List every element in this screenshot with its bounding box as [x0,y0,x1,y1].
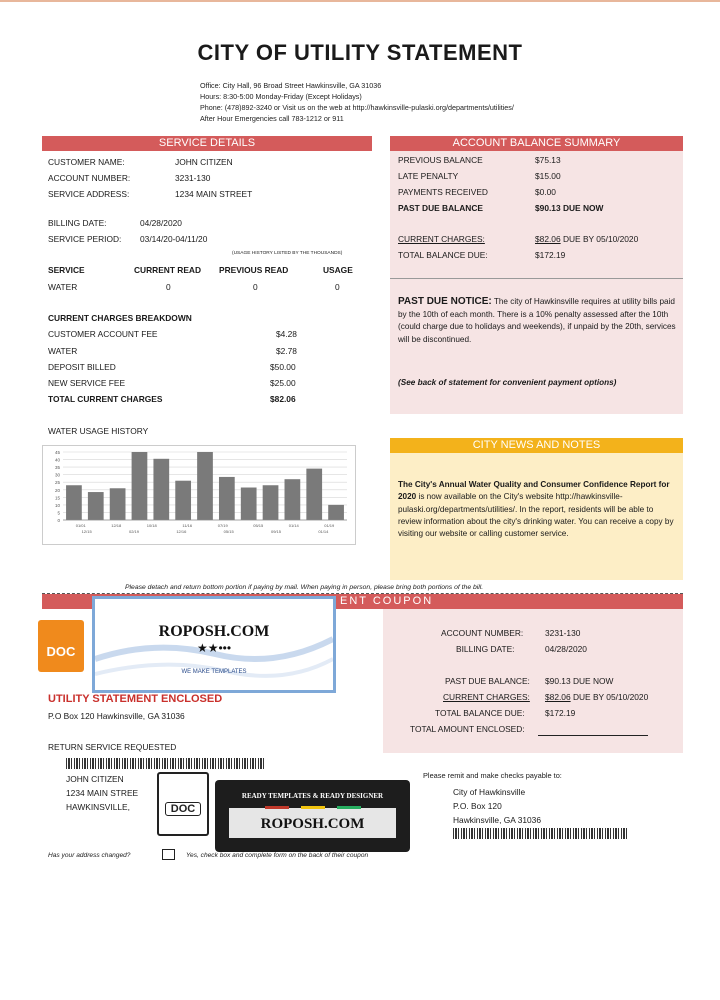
total-balance-due: $172.19 [535,250,566,260]
col-current-read: CURRENT READ [134,265,201,275]
x-tick-label: 01/14 [318,529,329,534]
service-row-current: 0 [166,282,171,292]
mail-address-name: JOHN CITIZEN [66,774,124,784]
customer-name: JOHN CITIZEN [175,157,233,167]
y-tick-label: 25 [54,480,60,486]
coupon-billing-label: BILLING DATE: [456,644,515,654]
remit-barcode [453,828,629,839]
address-changed-label: Has your address changed? [48,852,131,859]
news-bold: The City's Annual Water Quality and Consumer Confidence Report for 2020 [398,480,670,502]
total-balance-due-label: TOTAL BALANCE DUE: [398,250,488,260]
usage-bar [219,477,235,520]
x-tick-label: 02/19 [128,529,140,534]
y-tick-label: 5 [57,510,60,516]
service-period: 03/14/20-04/11/20 [140,234,208,244]
usage-bar [153,459,169,520]
charge-label: WATER [48,346,78,356]
current-due-date: DUE BY 05/10/2020 [562,234,639,244]
charge-label: CUSTOMER ACCOUNT FEE [48,329,158,339]
coupon-total-due: $172.19 [545,708,576,718]
usage-bar [197,452,213,520]
x-tick-label: 01/14 [288,523,299,528]
x-tick-label: 09/15 [270,529,282,534]
mail-barcode [66,758,264,769]
past-due-notice [398,296,676,346]
coupon-current-due: DUE BY 05/10/2020 [572,692,649,702]
doc-outline-label: DOC [165,802,201,816]
y-tick-label: 20 [54,487,60,493]
x-tick-label: 05/15 [223,529,234,534]
payments-received-label: PAYMENTS RECEIVED [398,187,488,197]
water-usage-history-label: WATER USAGE HISTORY [48,426,149,436]
roposh-logo-2 [215,780,410,852]
amount-enclosed-field[interactable] [538,735,648,736]
remit-line-3: Hawkinsville, GA 31036 [453,815,541,825]
remit-line-1: City of Hawkinsville [453,787,526,797]
coupon-billing-date: 04/28/2020 [545,644,587,654]
charges-heading: CURRENT CHARGES BREAKDOWN [48,313,192,323]
logo-subtitle: WE MAKE TEMPLATES [181,669,247,675]
y-tick-label: 0 [57,518,60,523]
charge-amount: $50.00 [270,362,296,372]
address-changed-checkbox[interactable] [162,849,175,860]
past-due-notice-text: The city of Hawkinsville requires at utility bills paid by the 10th of each month. There is a 10% penalty assessed after the 10th (could charge due to holidays and weekends), if unpaid by the 20th, services will be discontinued. [398,297,676,344]
office-line: After Hour Emergencies call 783-1212 or 911 [200,114,344,123]
usage-bar [132,452,148,520]
x-tick-label: 01/01 [75,523,86,528]
logo2-title: ROPOSH.COM [260,816,365,832]
office-line: Office: City Hall, 96 Broad Street Hawkinsville, GA 31036 [200,81,382,90]
y-tick-label: 45 [54,450,60,455]
x-tick-label: 11/16 [182,523,193,528]
office-info [200,80,514,124]
x-tick-label: 05/15 [253,523,264,528]
usage-note: (USAGE HISTORY LISTED BY THE THOUSANDS) [232,251,343,256]
office-line: Phone: (478)892-3240 or Visit us on the web at http://hawkinsville-pulaski.org/departments/utilities/ [200,103,514,112]
charge-label: DEPOSIT BILLED [48,362,116,372]
news-body [398,479,678,540]
logo2-stripe-green [337,806,361,809]
top-rule [0,0,720,2]
past-due-label: PAST DUE BALANCE [398,203,483,213]
coupon-past-due-label: PAST DUE BALANCE: [445,676,530,686]
usage-bar [328,505,344,520]
remit-label: Please remit and make checks payable to: [423,771,562,780]
coupon-total-due-label: TOTAL BALANCE DUE: [435,708,525,718]
divider [390,278,683,279]
coupon-enclosed-label: TOTAL AMOUNT ENCLOSED: [410,724,525,734]
previous-balance: $75.13 [535,155,561,165]
y-tick-label: 35 [54,465,60,471]
x-tick-label: 12/15 [81,529,92,534]
mail-address-street: 1234 MAIN STREE [66,788,139,798]
statement-title: CITY OF UTILITY STATEMENT [197,40,523,65]
billing-date-label: BILLING DATE: [48,218,107,228]
usage-bar [263,485,279,520]
doc-file-icon [38,620,84,672]
service-row-previous: 0 [253,282,258,292]
x-tick-label: 07/19 [217,523,228,528]
remit-line-2: P.O. Box 120 [453,801,502,811]
service-period-label: SERVICE PERIOD: [48,234,122,244]
y-tick-label: 40 [54,457,60,463]
doc-icon-label: DOC [38,644,84,659]
charge-amount: $2.78 [276,346,297,356]
service-details-heading: SERVICE DETAILS [42,136,372,151]
account-number-label: ACCOUNT NUMBER: [48,173,131,183]
news-heading: CITY NEWS AND NOTES [390,438,683,453]
coupon-current-charges-label: CURRENT CHARGES: [443,692,530,702]
coupon-account-number: 3231-130 [545,628,581,638]
usage-bar [110,488,126,520]
usage-bar [66,485,82,520]
x-tick-label: 12/18 [111,523,122,528]
past-due-notice-heading: PAST DUE NOTICE: [398,296,492,307]
y-tick-label: 10 [54,502,60,508]
y-tick-label: 30 [54,472,60,478]
coupon-account-label: ACCOUNT NUMBER: [441,628,524,638]
service-row-usage: 0 [335,282,340,292]
office-line: Hours: 8:30-5:00 Monday-Friday (Except Holidays) [200,92,362,101]
usage-bar [88,492,104,520]
x-tick-label: 10/18 [146,523,157,528]
doc-outline-icon [157,772,209,836]
col-usage: USAGE [323,265,353,275]
logo-title: ROPOSH.COM [158,623,270,640]
coupon-past-due: $90.13 DUE NOW [545,676,614,686]
usage-bar [306,469,322,520]
charge-amount: $25.00 [270,378,296,388]
account-balance-heading: ACCOUNT BALANCE SUMMARY [390,136,683,151]
x-tick-label: 12/16 [176,529,187,534]
usage-bar [175,481,191,520]
service-row-service: WATER [48,282,78,292]
service-address: 1234 MAIN STREET [175,189,253,199]
coupon-current-charges: $82.06 [545,692,571,702]
detach-text: Please detach and return bottom portion if paying by mail. When paying in person, please bring both portions of the bill. [125,584,484,591]
service-address-label: SERVICE ADDRESS: [48,189,130,199]
current-charges: $82.06 [535,234,561,244]
total-charges: $82.06 [270,394,296,404]
logo2-stripe-yellow [301,806,325,809]
total-charges-label: TOTAL CURRENT CHARGES [48,394,163,404]
water-usage-chart-svg [43,446,355,544]
usage-bar [241,488,257,520]
po-box: P.O Box 120 Hawkinsville, GA 31036 [48,711,185,721]
utility-statement-enclosed: UTILITY STATEMENT ENCLOSED [48,693,223,705]
charge-amount: $4.28 [276,329,297,339]
charge-label: NEW SERVICE FEE [48,378,126,388]
logo-stars-icon: ★★••• [196,641,232,655]
col-previous-read: PREVIOUS READ [219,265,289,275]
logo2-stripe-red [265,806,289,809]
see-back-note: (See back of statement for convenient payment options) [398,378,617,387]
billing-date: 04/28/2020 [140,218,182,228]
roposh-logo [92,596,336,693]
account-number: 3231-130 [175,173,211,183]
current-charges-label: CURRENT CHARGES: [398,234,485,244]
past-due-balance: $90.13 DUE NOW [535,203,604,213]
usage-bar [285,479,301,520]
y-tick-label: 15 [54,495,60,501]
logo2-tagline: READY TEMPLATES & READY DESIGNER [241,792,384,800]
previous-balance-label: PREVIOUS BALANCE [398,155,483,165]
coupon-heading: ENT COUPON [340,595,434,607]
col-service: SERVICE [48,265,85,275]
late-penalty-label: LATE PENALTY [398,171,459,181]
payments-received: $0.00 [535,187,556,197]
late-penalty: $15.00 [535,171,561,181]
return-service-requested: RETURN SERVICE REQUESTED [48,742,177,752]
news-text: is now available on the City's website http://hawkinsville-pulaski.org/departments/utilities/. In the report, residents will be able to review information about the city's drinking water. You can receive a copy by visiting our website or calling customer service. [398,492,674,539]
x-tick-label: 01/19 [324,523,335,528]
water-usage-chart [42,445,356,545]
mail-address-city: HAWKINSVILLE, [66,802,130,812]
address-changed-yes: Yes, check box and complete form on the back of their coupon [186,852,369,859]
customer-name-label: CUSTOMER NAME: [48,157,125,167]
